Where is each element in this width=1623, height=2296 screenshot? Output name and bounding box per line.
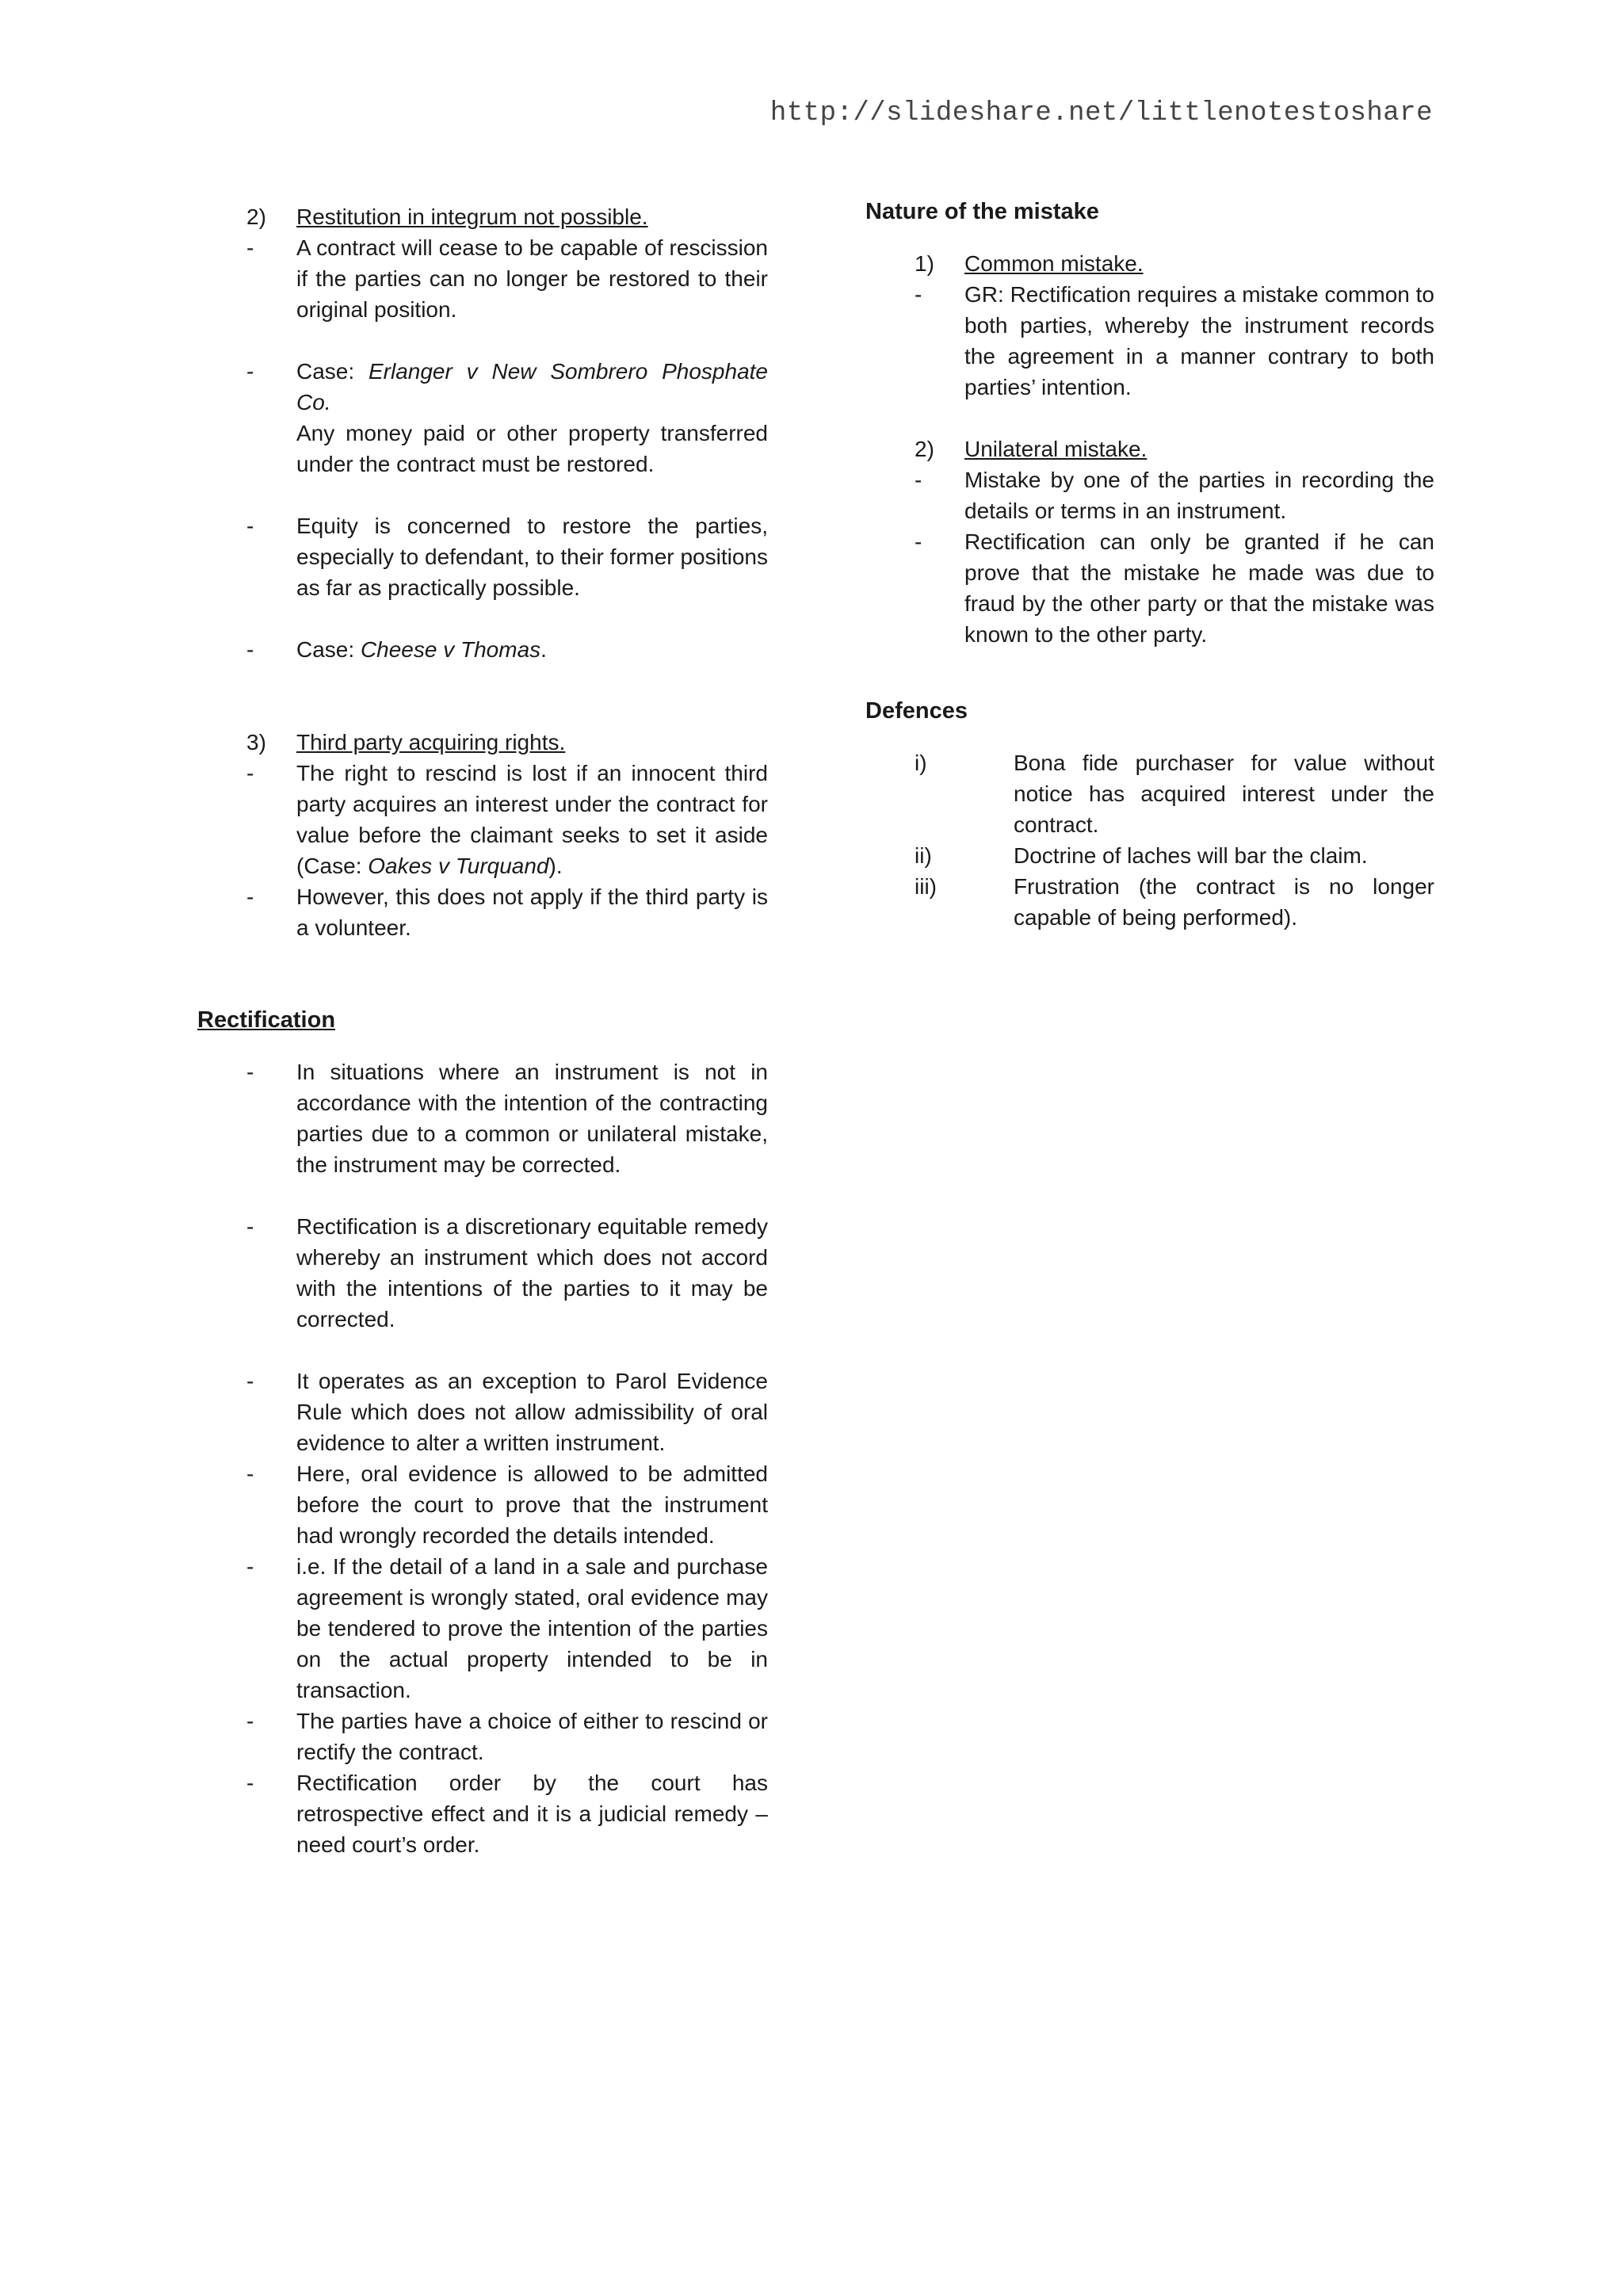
- bullet-item: [197, 1366, 768, 1458]
- bullet-text: Here, oral evidence is allowed to be admitted before the court to prove that the instrument had wrongly recorded the details intended.: [296, 1461, 768, 1548]
- rectification-heading: Rectification: [197, 1007, 336, 1033]
- list-number: i): [915, 751, 927, 775]
- case-name: Erlanger v New Sombrero Phosphate Co.: [296, 359, 768, 415]
- bullet-dash: -: [246, 235, 254, 260]
- defence-text: Doctrine of laches will bar the claim.: [1014, 843, 1368, 868]
- defence-item: [865, 871, 1434, 933]
- bullet-item: [197, 356, 768, 479]
- bullet-item: [197, 1458, 768, 1551]
- bullet-text: Rectification order by the court has retrospective effect and it is a judicial remedy – need court’s order.: [296, 1771, 768, 1857]
- case-prefix: Case:: [296, 637, 361, 662]
- bullet-dash: -: [246, 761, 254, 785]
- bullet-text: Rectification can only be granted if he can prove that the mistake he made was due to fraud by the other party or that the mistake was known to the other party.: [964, 529, 1434, 647]
- bullet-text: However, this does not apply if the third party is a volunteer.: [296, 884, 768, 940]
- bullet-item: [197, 758, 768, 881]
- unilateral-mistake-heading: [865, 434, 1434, 464]
- bullet-item: [865, 279, 1434, 403]
- bullet-dash: -: [246, 1060, 254, 1084]
- case-suffix: .: [540, 637, 547, 662]
- bullet-text: In situations where an instrument is not in accordance with the intention of the contracting parties due to a common or unilateral mistake, the instrument may be corrected.: [296, 1060, 768, 1177]
- bullet-dash: -: [246, 1369, 254, 1393]
- defence-item: [865, 747, 1434, 840]
- defence-text: Bona fide purchaser for value without notice has acquired interest under the contract.: [1014, 751, 1434, 837]
- bullet-dash: -: [246, 514, 254, 538]
- bullet-dash: -: [246, 1461, 254, 1486]
- bullet-item: [197, 634, 768, 665]
- nature-heading: Nature of the mistake: [865, 199, 1099, 224]
- common-mistake-title: Common mistake.: [964, 251, 1144, 276]
- list-number: 2): [246, 204, 266, 229]
- bullet-item: [197, 1056, 768, 1180]
- bullet-dash: -: [915, 529, 922, 554]
- list-number: 3): [246, 730, 266, 755]
- bullet-text: Rectification is a discretionary equitable remedy whereby an instrument which does not accord with the intentions of the parties to it may be corrected.: [296, 1214, 768, 1331]
- list-number: 2): [915, 437, 934, 461]
- bullet-text: A contract will cease to be capable of rescission if the parties can no longer be restored to their original position.: [296, 235, 768, 322]
- third-party-heading: [197, 727, 768, 758]
- bullet-text: GR: Rectification requires a mistake common to both parties, whereby the instrument records the agreement in a manner contrary to both parties’ intention.: [964, 282, 1434, 399]
- defence-text: Frustration (the contract is no longer capable of being performed).: [1014, 874, 1434, 930]
- bullet-item: [197, 1767, 768, 1860]
- bullet-dash: -: [246, 1709, 254, 1733]
- bullet-text: It operates as an exception to Parol Evidence Rule which does not allow admissibility of oral evidence to alter a written instrument.: [296, 1369, 768, 1455]
- case-name: Cheese v Thomas: [360, 637, 541, 662]
- bullet-dash: -: [246, 1554, 254, 1579]
- bullet-text: [296, 356, 768, 479]
- bullet-continuation: Any money paid or other property transferred under the contract must be restored.: [296, 421, 768, 476]
- left-column: [197, 201, 768, 1860]
- common-mistake-heading: [865, 248, 1434, 279]
- case-name: Oakes v Turquand: [368, 854, 549, 878]
- bullet-item: [197, 1551, 768, 1706]
- bullet-dash: -: [915, 468, 922, 492]
- source-url: http://slideshare.net/littlenotestoshare: [769, 98, 1433, 128]
- bullet-text: Equity is concerned to restore the parties, especially to defendant, to their former positions as far as practically possible.: [296, 514, 768, 600]
- list-number: iii): [915, 874, 937, 899]
- bullet-text: [296, 634, 768, 665]
- defence-item: [865, 840, 1434, 871]
- bullet-item: [197, 510, 768, 603]
- bullet-text: i.e. If the detail of a land in a sale and purchase agreement is wrongly stated, oral evidence may be tendered to prove the intention of the parties on the actual property intended to be in transaction.: [296, 1554, 768, 1702]
- bullet-dash: -: [246, 359, 254, 384]
- bullet-text: The parties have a choice of either to rescind or rectify the contract.: [296, 1709, 768, 1764]
- unilateral-mistake-title: Unilateral mistake.: [964, 437, 1148, 461]
- bullet-dash: -: [915, 282, 922, 307]
- bullet-item: [197, 1211, 768, 1335]
- third-party-title: Third party acquiring rights.: [296, 730, 566, 755]
- defences-heading: Defences: [865, 698, 968, 724]
- restitution-heading: [197, 201, 768, 232]
- right-column: [865, 197, 1434, 933]
- bullet-text-part: The right to rescind is lost if an innocent third party acquires an interest under the contract for value before the claimant seeks to set it aside (Case:: [296, 761, 768, 878]
- bullet-item: [197, 1706, 768, 1767]
- case-prefix: Case:: [296, 359, 369, 384]
- case-suffix: ).: [548, 854, 563, 878]
- bullet-dash: -: [246, 1214, 254, 1239]
- bullet-item: [865, 464, 1434, 526]
- bullet-dash: -: [246, 1771, 254, 1795]
- bullet-item: [197, 881, 768, 943]
- list-number: 1): [915, 251, 934, 276]
- bullet-dash: -: [246, 637, 254, 662]
- bullet-item: [197, 232, 768, 325]
- bullet-item: [865, 526, 1434, 650]
- restitution-title: Restitution in integrum not possible.: [296, 204, 648, 229]
- bullet-text: Mistake by one of the parties in recording the details or terms in an instrument.: [964, 468, 1434, 523]
- bullet-dash: -: [246, 884, 254, 909]
- list-number: ii): [915, 843, 932, 868]
- bullet-text: [296, 758, 768, 881]
